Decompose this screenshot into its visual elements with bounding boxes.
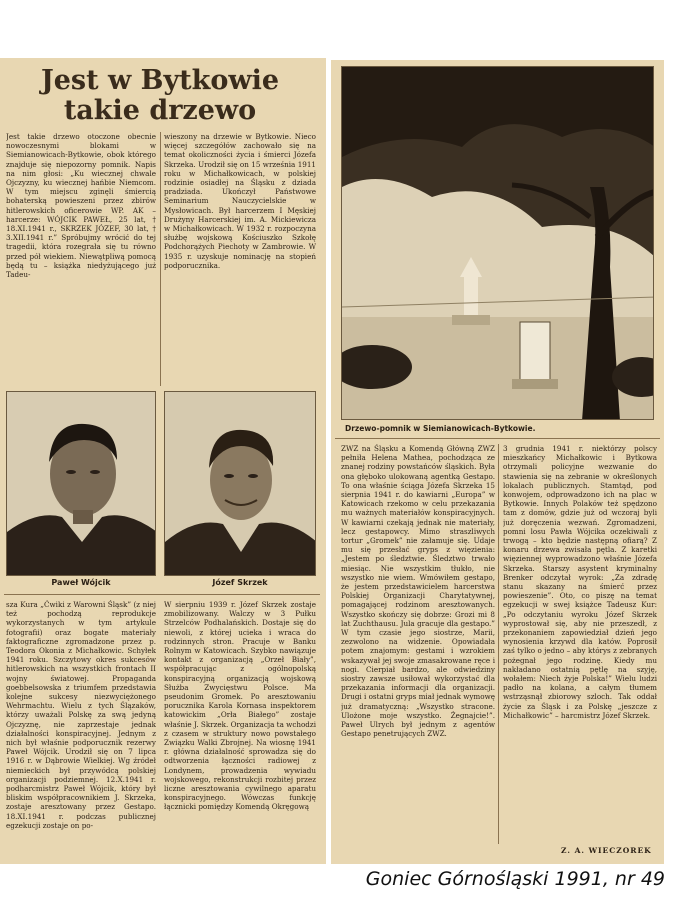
right-column-1: ZWZ na Śląsku a Komendą Główną ZWZ pełniła Helena Mathea, pochodząca ze znanej rodziny powstańców śląskich. Była ona głęboko ulokowaną agentką Gestapo. To ona właśnie ściąga Józefa Skrzeka 15 sierpnia 1941 r. do kawiarni „Europa” w Katowicach rzekomo w celu przekazania mu ważnych materiałów konspiracyjnych. W kawiarni czekają jednak nie materiały, lecz gestapowcy. Mimo straszliwych tortur „Gromek” nie załamuje się. Udaje mu się przesłać gryps z więzienia: „Jestem po śledztwie. Śledztwo trwało miesiąc. Nie wszystkim tłukło, nie wszystko nie wiem. Wmówiłem gestapo, że jestem przedstawicielem harcerstwa Polskiej Organizacji Charytatywnej, pomagającej rodzinom aresztowanych. Wszystko skończy się dobrze: Grozi mi 8 lat Zuchthausu. Jula gracuje dla gestapo.” W tym czasie jego siostrze, Marii, zezwolono na widzenie. Opowiadała potem znajomym: gestami i wzrokiem wskazywał jej swoje zmasakrowane ręce i nogi. Cierpiał bardzo, ale odwiedziny siostry zawsze usiłował wykorzystać dla przekazania informacji dla organizacji. Drugi i ostatni gryps miał jednak wymowę już dramatyczną: „Wszystko stracone. Ulożone moje wszystko. Żegnajcie!”. Paweł Ulrych był jednym z agentów Gestapo penetrujących ZWZ.	[341, 444, 495, 739]
column-divider-right	[498, 444, 499, 844]
portrait-image	[7, 392, 156, 576]
headline	[10, 66, 310, 126]
right-column-2: 3 grudnia 1941 r. niektórzy polscy mieszkańcy Michałkowic i Bytkowa otrzymali policyjne wezwanie do stawienia się na zebranie w określonych lokalach publicznych. Stamtąd, pod konwojem, odprowadzono ich na plac w Bytkowie. Innych Polaków też spędzono tam z domów, gdzie już od wczoraj byli już doręczenia wezwań. Zgromadzeni, pomni losu Pawła Wójcika oczekiwali z trwogą – kto będzie następną ofiarą? Z konaru drzewa zwisała pętla. Z karetki więziennej wyprowadzono właśnie Józefa Skrzeka. Starszy asystent kryminalny Brenker odczytał wyrok: „Za zdradę stanu skazany na śmierć przez powieszenie”. Oto, co piszę na temat egzekucji w swej książce Tadeusz Kur: „Po odczytaniu wyroku Józef Skrzek wyprostował się, aby nie przeszedł, z przekonaniem zapowiedział dzień jego wynosienia krzywd dla katów. Poprosił zaś tylko o jedno – aby którys z zebranych pożegnał jego rodzinę. Kiedy mu nakładano ostatnią pętlę na szyję, wołałem: Niech żyje Polska!” Wielu ludzi padło na kolana, a całym tłumem wstrząsnął zbiorowy szloch. Tak oddał życie za Śląsk i za Polskę „jeszcze z Michałkowic” – harcmistrz Józef Skrzek.	[503, 444, 657, 720]
author-signature: Z. A. WIECZOREK	[561, 846, 652, 855]
column-divider	[160, 132, 161, 386]
headline-line-1: Jest w Bytkowie	[40, 65, 280, 96]
article-left-panel	[0, 58, 326, 864]
section-divider-right	[335, 438, 660, 439]
photo-caption-tree: Drzewo-pomnik w Siemianowicach-Bytkowie.	[345, 424, 536, 433]
left-column-1: Jest takie drzewo otoczone obecnie nowoczesnymi blokami w Siemianowicach-Bytkowie, obok którego znajduje się niepozorny pomnik. Napis na nim głosi: „Ku wiecznej chwale Ojczyzny, ku wiecznej hańbie Niemcom. W tym miejscu zginęli śmiercią bohaterską powieszeni przez zbirów hitlerowskich oficerowie WP. AK – harcerze: WÓJCIK PAWEŁ, 25 lat, † 18.XI.1941 r., SKRZEK JÓZEF, 30 lat, † 3.XII.1941 r.” Spróbujmy wrócić do tej tragedii, która rozegrała się tu równo przed pół wiekiem. Niewątpliwą pomocą będą tu – książka niedyżującego już Tadeu-	[6, 132, 156, 280]
left-column-2: wieszony na drzewie w Bytkowie. Nieco więcej szczegółów zachowało się na temat okoliczności życia i śmierci Józefa Skrzeka. Urodził się on 15 września 1911 roku w Michałkowicach, w polskiej rodzinie osiadłej na Śląsku z dziada pradziada. Ukończył Państwowe Seminarium Nauczycielskie w Mysłowicach. Był harcerzem I Męskiej Drużyny Harcerskiej im. A. Mickiewicza w Michałkowicach. W 1932 r. rozpoczyna służbę wojskową Kościuszko Szkołę Podchorążych Piechoty w Zambrowie. W 1935 r. uzyskuje nominację na stopień podporucznika.	[164, 132, 316, 270]
photo-jozef-skrzek	[164, 391, 316, 576]
source-citation: Goniec Górnośląski 1991, nr 49	[365, 868, 665, 890]
left-column-4: W sierpniu 1939 r. Józef Skrzek zostaje zmobilizowany. Walczy w 3 Pułku Strzelców Podhalańskich. Dostaje się do niewoli, z której ucieka i wraca do rodzinnych stron. Pracuje w Banku Rolnym w Katowicach. Szybko nawiązuje kontakt z organizacją „Orzeł Biały”, współpracując z ogólnopolską konspiracyjną organizacją wojskową Służba Zwycięstwu Polsce. Ma pseudonim Gromek. Po aresztowaniu porucznika Karola Kornasa inspektorem katowickim „Orła Białego” zostaje właśnie J. Skrzek. Organizacja ta wchodzi z czasem w struktury nowo powstałego Związku Walki Zbrojnej. Na wiosnę 1941 r. główna działalność sprowadza się do odtworzenia łączności radiowej z Londynem, prowadzenia wywiadu wojskowego, rekonstrukcji rozbitej przez liczne aresztowania cywilnego aparatu konspiracyjnego. Wówczas funkcję łącznicki pomiędzy Komendą Okręgową	[164, 600, 316, 812]
photo-caption-skrzek: Józef Skrzek	[212, 578, 268, 587]
section-divider	[4, 594, 320, 595]
photo-caption-wojcik: Paweł Wójcik	[51, 578, 111, 587]
article-right-panel	[331, 60, 664, 864]
left-column-3: sza Kura „Ćwiki z Warowni Śląsk” (z niej też pochodzą reprodukcje wykorzystanych w tym artykule fotografii) oraz bogate materiały faktograficzne zgromadzone przez p. Teodora Okonia z Michałkowic. Schyłek 1941 roku. Szczytowy okres sukcesów hitlerowskich na wszystkich frontach II wojny światowej. Propaganda goebbelsowska z triumfem przedstawia kolejne sukcesy niezwyciężonego Wehrmachtu. Wielu z tych Ślązaków, którzy uważali Polskę za swą jedyną Ojczyznę, nie zaprzestaje jednak działalności konspiracyjnej. Jednym z nich był właśnie podporucznik rezerwy Paweł Wójcik. Urodził się on 7 lipca 1916 r. w Dąbrowie Wielkiej. Wg źródeł niemieckich był przywódcą polskiej organizacji podziemnej. 12.X.1941 r. podharcmistrz Paweł Wójcik, który był bliskim współpracownikiem J. Skrzeka, zostaje aresztowany przez Gestapo. 18.XI.1941 r. podczas publicznej egzekucji zostaje on po-	[6, 600, 156, 830]
photo-pawel-wojcik	[6, 391, 156, 576]
photo-tree-monument	[341, 66, 654, 420]
tree-monument-image	[342, 67, 654, 420]
portrait-image	[165, 392, 316, 576]
headline-line-2: takie drzewo	[63, 95, 257, 126]
